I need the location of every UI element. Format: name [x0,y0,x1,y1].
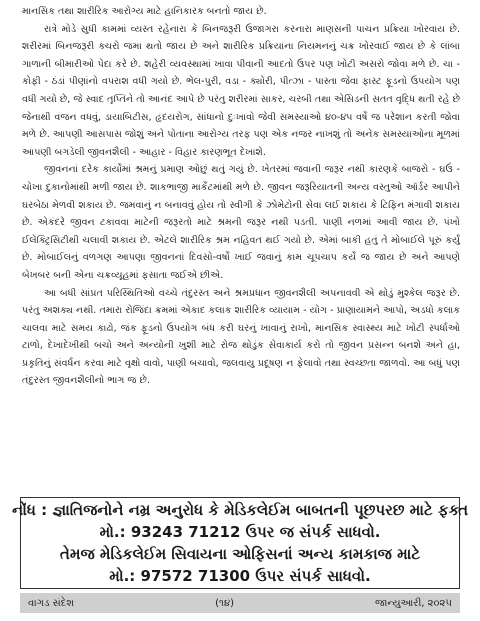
article-body [22,3,460,390]
page-number: (૧૪) [215,597,234,609]
article-paragraph: રાત્રે મોડે સુધી કામમાં વ્યસ્ત રહેનારા કે બિનજરૂરી ઉજાગરા કરનારા માણસની પાચન પ્રક્રિયા ખોરવાય છે. શરીરમાં બિનજરૂરી ક્ચરો જમા થતો જાય છે અને શારીરિક પ્રક્રિયાના નિયમનનું ચક્ર ખોરવાઈ જાય છે કે લાંબા ગાળાની બીમારીઓ પેદા કરે છે. શહેરી વ્યવસ્થામાં ખાવા પીવાની આદતો ઉપર પણ ખોટી અસરો જોવા મળે છે. ચા - કોફી - ઠંડાં પીણાંનો વપરાશ વધી ગયો છે. ભેલ-પુરી, વડા - ક્યોરી, પીત્ઝા - પાસ્તા જેવા ફાસ્ટ ફૂડનો ઉપયોગ પણ વધી ગયો છે, જે સ્વાદ તૃપ્તિને તો આનંદ આપે છે પરંતુ શરીરમાં સાકર, ચરબી તથા એસિડની સતત વૃદ્ધિ થતી રહે છે જેનાથી વજન વધવું, ડાયાબિટીસ, હૃદયરોગ, સાંધાનો દુઃખાવો જેવી સમસ્યાઓ ૪૦-૪૫ વર્ષે જ પરેશાન કરતી જોવા મળે છે. આપણી આસપાસ જોશું અને પોતાના આરોગ્ય તરફ પણ એક નજર નાખશું તો અનેક સમસ્યાઓના મૂળમાં આપણી બગડેલી જીવનશૈલી - આહાર - વિહાર કારણભૂત દેખાશે. [22,23,460,158]
article-paragraph: માનસિક તથા શારીરિક આરોગ્ય માટે હાનિકારક બનતો જાય છે. [22,6,267,17]
notice-line: નોંધ : જ્ઞાતિજનોને નમ્ર અનુરોધ કે મેડિકલેઈમ બાબતની પૂછપરછ માટે ફક્ત [11,501,469,519]
mediclaim-notice-box [11,497,469,589]
notice-phone-line: મો.: 97572 71300 ઉપર સંપર્ક સાધવો. [109,567,371,585]
page-footer [20,593,460,613]
article-paragraph: આ બધી સાંપ્રત પરિસ્થિતિઓ વચ્ચે તંદુરસ્ત અને શ્રમપ્રધાન જીવનશૈલી અપનાવવી એ થોડું મુશ્કેલ જરૂર છે. પરંતુ અશક્ય નથી. તમારા રોજિંદા ક્રમમાં એકાદ કલાક શારીરિક વ્યાયામ - યોગ - પ્રાણાયામને આપો, અડધો કલાક ચાલવા માટે સમય કાઢો, જંક ફૂડનો ઉપયોગ બંધ કરી ઘરનું ખાવાનું રાખો, માનસિક સ્વાસ્થ્ય માટે ખોટી સ્પર્ધાઓ ટાળો, દેખાદેખીથી બચો અને અન્યોની ખુશી માટે રોજ થોડુંક સેવાકાર્ય કરો તો જીવન પ્રસન્ન બનશે અને હા, પ્રકૃતિનું સંવર્ધન કરવા માટે વૃક્ષો વાવો, પાણી બચાવો, જલવાયુ પ્રદૂષણ ન ફેલાવો તથા સ્વચ્છતા જાળવો. આ બધું પણ તંદુરસ્ત જીવનશૈલીનો ભાગ જ છે. [22,287,460,387]
notice-line: તેમજ મેડિકલેઈમ સિવાયના ઓફિસનાં અન્ય કામકાજ માટે [59,545,421,563]
notice-phone-line: મો.: 93243 71212 ઉપર જ સંપર્ક સાધવો. [99,523,381,541]
issue-date: જાન્યુઆરી, ૨૦૨૫ [375,597,452,609]
publication-name: વાગડ સંદેશ [28,597,75,609]
article-paragraph: જીવનનાં દરેક કાર્યોમાં શ્રમનું પ્રમાણ ઓછું થતું ગયું છે. ખેતરમાં જવાની જરૂર નથી કારણકે બાજરો - ઘઉં - ચોખા દુકાનોમાંથી મળી જાય છે. શાકભાજી માર્કેટમાંથી મળે છે. જીવન જરૂરિયાતની અન્ય વસ્તુઓ ઑર્ડર આપીને ઘરબેઠા મેળવી શકાય છે. જમવાનું ન બનાવવું હોય તો સ્વીગી કે ઝોમેટોની સેવા લઈ શકાય કે ટિફિન મંગાવી શકાય છે. એકંદરે જીવન ટકાવવા માટેની જરૂરતો માટે શ્રમની જરૂર નથી પડતી. પાણી નળમાં આવી જાય છે. પંખો ઈલેક્ટ્રિસિટીથી ચલાવી શકાય છે. એટલે શારીરિક શ્રમ નહિવત થઈ ગયો છે. એમાં બાકી હતું તે મોબાઈલે પૂરું કર્યું છે. મોબાઈલનું વળગણ આપણા જીવનનાં દિવસો-વર્ષો ખાઈ જવાનું કામ ચૂપચાપ કર્યે જ જાય છે અને આપણે બેખબર બની એના ચક્રવ્યૂહમાં ફસાતા જઈએ છીએ. [22,164,460,281]
